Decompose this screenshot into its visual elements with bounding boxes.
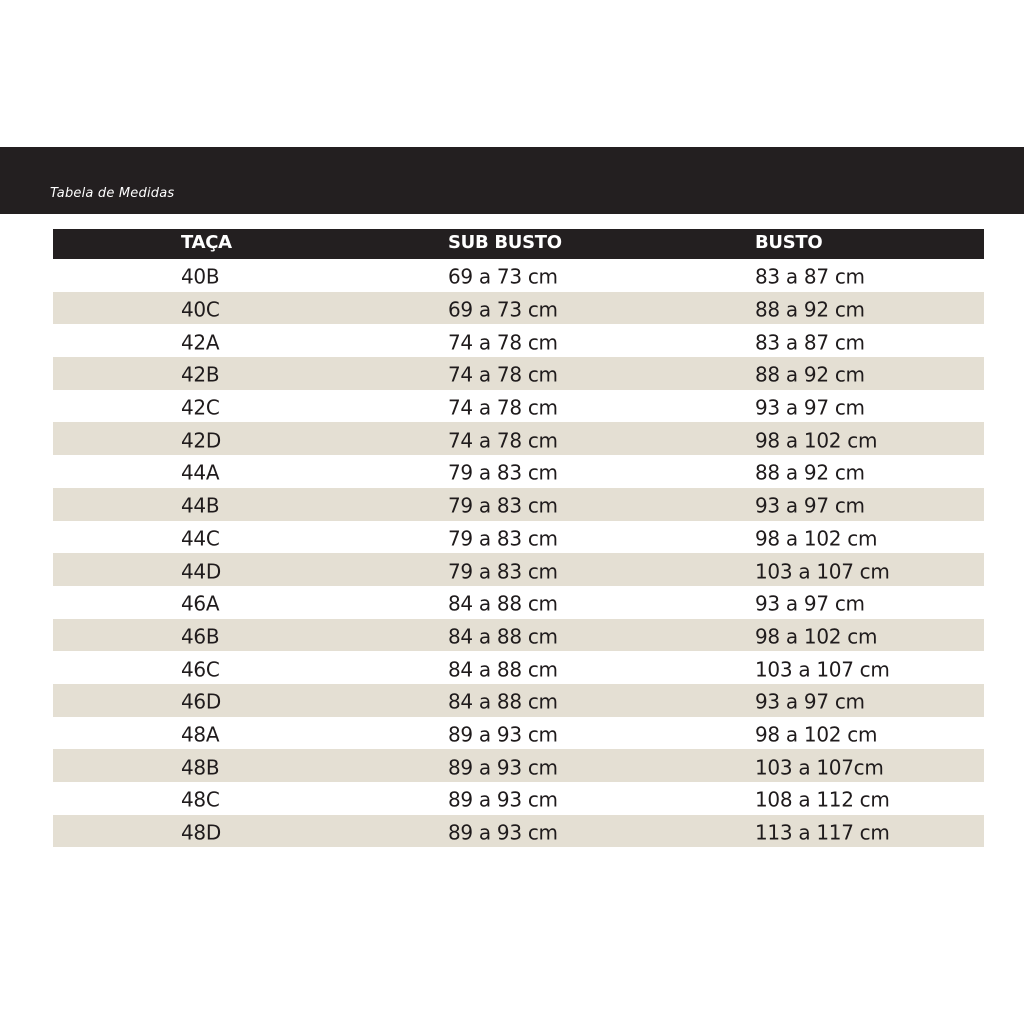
cell-sub-busto: 79 a 83 cm — [448, 558, 558, 583]
table-row — [53, 324, 984, 357]
cell-sub-busto: 69 a 73 cm — [448, 264, 558, 289]
cell-taca: 42C — [181, 395, 220, 420]
table-header — [53, 229, 984, 259]
table-row — [53, 357, 984, 390]
cell-sub-busto: 89 a 93 cm — [448, 722, 558, 747]
table-row — [53, 553, 984, 586]
cell-sub-busto: 84 a 88 cm — [448, 689, 558, 714]
cell-taca: 46B — [181, 624, 220, 649]
cell-busto: 103 a 107 cm — [755, 558, 890, 583]
cell-sub-busto: 84 a 88 cm — [448, 657, 558, 682]
cell-busto: 93 a 97 cm — [755, 395, 865, 420]
cell-sub-busto: 89 a 93 cm — [448, 820, 558, 845]
page-title: Tabela de Medidas — [50, 186, 175, 201]
title-band — [0, 147, 1024, 214]
table-row — [53, 259, 984, 292]
cell-taca: 46A — [181, 591, 220, 616]
table-row — [53, 455, 984, 488]
cell-busto: 93 a 97 cm — [755, 591, 865, 616]
column-header-busto: BUSTO — [755, 232, 823, 253]
table-row — [53, 586, 984, 619]
cell-sub-busto: 79 a 83 cm — [448, 460, 558, 485]
table-row — [53, 749, 984, 782]
cell-sub-busto: 89 a 93 cm — [448, 755, 558, 780]
cell-busto: 88 a 92 cm — [755, 297, 865, 322]
cell-taca: 44B — [181, 493, 220, 518]
cell-taca: 40C — [181, 297, 220, 322]
column-header-taca: TAÇA — [181, 232, 232, 253]
table-row — [53, 619, 984, 652]
column-header-sub-busto: SUB BUSTO — [448, 232, 562, 253]
cell-taca: 44A — [181, 460, 220, 485]
cell-taca: 48B — [181, 755, 220, 780]
cell-busto: 98 a 102 cm — [755, 526, 878, 551]
cell-busto: 113 a 117 cm — [755, 820, 890, 845]
cell-taca: 46D — [181, 689, 221, 714]
table-row — [53, 651, 984, 684]
cell-sub-busto: 89 a 93 cm — [448, 787, 558, 812]
cell-sub-busto: 84 a 88 cm — [448, 591, 558, 616]
cell-sub-busto: 84 a 88 cm — [448, 624, 558, 649]
cell-sub-busto: 74 a 78 cm — [448, 428, 558, 453]
table-row — [53, 488, 984, 521]
cell-busto: 103 a 107cm — [755, 755, 884, 780]
table-row — [53, 292, 984, 325]
table-row — [53, 684, 984, 717]
cell-taca: 46C — [181, 657, 220, 682]
table-row — [53, 782, 984, 815]
table-row — [53, 815, 984, 848]
cell-sub-busto: 74 a 78 cm — [448, 362, 558, 387]
cell-busto: 93 a 97 cm — [755, 689, 865, 714]
cell-sub-busto: 74 a 78 cm — [448, 330, 558, 355]
cell-busto: 88 a 92 cm — [755, 362, 865, 387]
table-row — [53, 521, 984, 554]
table-row — [53, 422, 984, 455]
size-table — [53, 229, 984, 847]
table-row — [53, 717, 984, 750]
cell-sub-busto: 74 a 78 cm — [448, 395, 558, 420]
cell-taca: 48A — [181, 722, 220, 747]
cell-taca: 42A — [181, 330, 220, 355]
cell-busto: 83 a 87 cm — [755, 264, 865, 289]
cell-busto: 83 a 87 cm — [755, 330, 865, 355]
cell-taca: 42B — [181, 362, 220, 387]
cell-busto: 88 a 92 cm — [755, 460, 865, 485]
table-row — [53, 390, 984, 423]
cell-taca: 40B — [181, 264, 220, 289]
cell-taca: 48D — [181, 820, 221, 845]
cell-busto: 98 a 102 cm — [755, 624, 878, 649]
cell-taca: 42D — [181, 428, 221, 453]
cell-busto: 98 a 102 cm — [755, 428, 878, 453]
cell-taca: 44C — [181, 526, 220, 551]
cell-sub-busto: 79 a 83 cm — [448, 526, 558, 551]
cell-sub-busto: 69 a 73 cm — [448, 297, 558, 322]
cell-sub-busto: 79 a 83 cm — [448, 493, 558, 518]
cell-busto: 93 a 97 cm — [755, 493, 865, 518]
cell-busto: 98 a 102 cm — [755, 722, 878, 747]
cell-busto: 103 a 107 cm — [755, 657, 890, 682]
cell-busto: 108 a 112 cm — [755, 787, 890, 812]
table-body — [53, 259, 984, 847]
cell-taca: 48C — [181, 787, 220, 812]
cell-taca: 44D — [181, 558, 221, 583]
